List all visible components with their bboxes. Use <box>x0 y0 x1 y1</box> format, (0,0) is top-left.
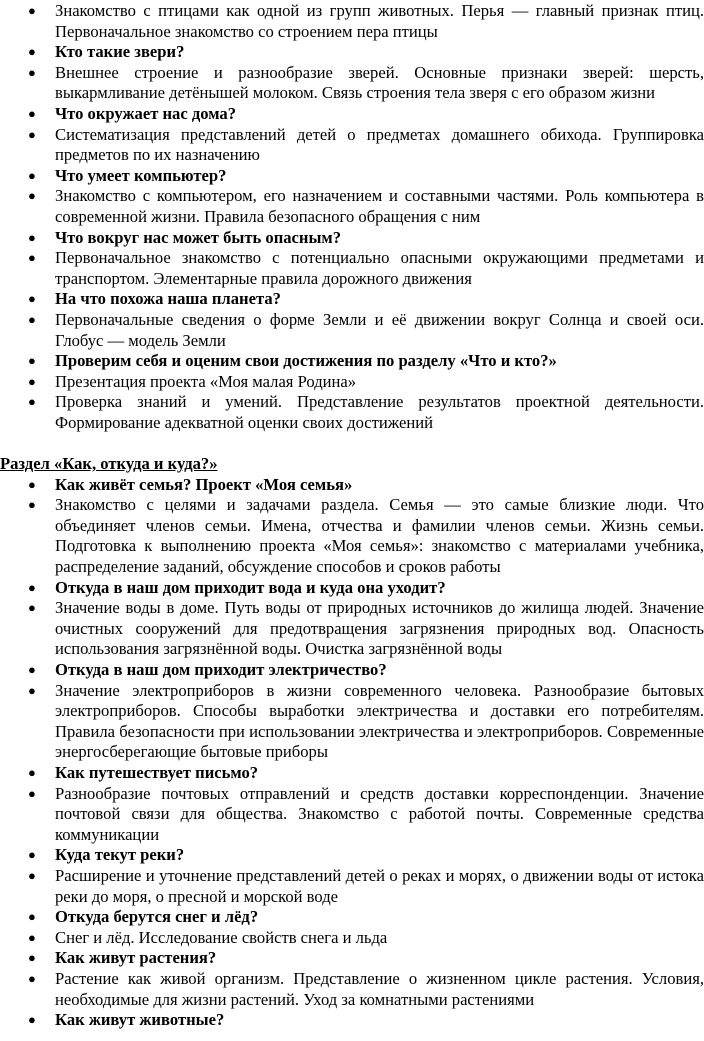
topic-heading-text: Куда текут реки? <box>55 845 185 865</box>
topic-heading-text: Что вокруг нас может быть опасным? <box>55 227 342 247</box>
topic-heading <box>0 948 704 969</box>
topic-description-text: Первоначальные сведения о форме Земли и её движении вокруг Солнца и своей оси. Глобус — модель Земли <box>55 309 704 350</box>
topic-heading-text: Откуда берутся снег и лёд? <box>55 907 259 927</box>
topic-description <box>0 186 704 227</box>
topic-description <box>0 598 704 660</box>
bullet-icon: ● <box>28 662 36 677</box>
topic-list-what-and-who <box>0 1 704 433</box>
topic-description-text: Проверка знаний и умений. Представление результатов проектной деятельности. Формирование адекватной оценки своих достижений <box>55 392 704 432</box>
topic-heading <box>0 578 704 599</box>
topic-list-how-where-from <box>0 475 704 1031</box>
topic-heading-text: Что окружает нас дома? <box>55 103 237 123</box>
topic-description <box>0 928 704 949</box>
topic-heading <box>0 42 704 63</box>
topic-heading <box>0 1010 704 1031</box>
topic-description-text: Систематизация представлений детей о предметах домашнего обихода. Группировка предметов по их назначению <box>55 124 704 165</box>
bullet-icon: ● <box>28 105 36 121</box>
topic-heading-text: Кто такие звери? <box>55 42 185 62</box>
topic-heading-text: Что умеет компьютер? <box>55 165 227 185</box>
bullet-icon: ● <box>28 682 36 698</box>
topic-heading-text: Проверим себя и оценим свои достижения по разделу «Что и кто?» <box>55 351 557 371</box>
topic-heading-text: Как живут растения? <box>55 948 217 968</box>
topic-description-text: Первоначальное знакомство с потенциально опасными окружающими предметами и транспортом. Элементарные правила дорожного движения <box>55 248 704 288</box>
topic-description <box>0 1 704 42</box>
bullet-icon: ● <box>28 476 36 492</box>
topic-heading <box>0 763 704 784</box>
topic-heading <box>0 845 704 866</box>
bullet-icon: ● <box>28 909 36 925</box>
topic-description <box>0 125 704 166</box>
topic-description-text: Знакомство с целями и задачами раздела. Семья — это самые близкие люди. Что объединяет членов семьи. Имена, отчества и фамилии членов семьи. Жизнь семьи. Подготовка к выполнению проекта «Моя семья»: знакомство с материалами учебника, распределение заданий, обсуждение способов и сроков работы <box>55 495 704 577</box>
bullet-icon: ● <box>28 497 36 513</box>
topic-heading-text: Откуда в наш дом приходит вода и куда она уходит? <box>55 577 446 597</box>
bullet-icon: ● <box>28 229 36 245</box>
topic-heading <box>0 660 704 681</box>
bullet-icon: ● <box>28 764 36 780</box>
topic-description-text: Расширение и уточнение представлений детей о реках и морях, о движении воды от истока реки до моря, о пресной и морской воде <box>55 865 704 906</box>
bullet-icon: ● <box>28 353 36 369</box>
bullet-icon: ● <box>28 188 36 204</box>
topic-description-text: Внешнее строение и разнообразие зверей. Основные признаки зверей: шерсть, выкармливание детёнышей молоком. Связь строения тела зверя с его образом жизни <box>55 62 704 103</box>
topic-description <box>0 969 704 1010</box>
bullet-icon: ● <box>28 311 36 327</box>
topic-description <box>0 495 704 577</box>
topic-heading-text: Откуда в наш дом приходит электричество? <box>55 660 387 679</box>
topic-description <box>0 784 704 846</box>
topic-heading <box>0 289 704 310</box>
topic-heading <box>0 351 704 372</box>
topic-heading-text: На что похожа наша планета? <box>55 289 281 309</box>
bullet-icon: ● <box>28 373 36 389</box>
bullet-icon: ● <box>28 847 36 863</box>
bullet-icon: ● <box>28 167 36 183</box>
bullet-icon: ● <box>28 250 36 266</box>
topic-heading <box>0 104 704 125</box>
topic-heading <box>0 228 704 249</box>
topic-description-text: Снег и лёд. Исследование свойств снега и льда <box>55 927 388 947</box>
bullet-icon: ● <box>28 950 36 966</box>
bullet-icon: ● <box>28 291 36 307</box>
topic-description <box>0 866 704 907</box>
topic-description-text: Растение как живой организм. Представление о жизненном цикле растения. Условия, необходимые для жизни растений. Уход за комнатными растениями <box>55 968 704 1009</box>
bullet-icon: ● <box>28 579 36 595</box>
topic-description-text: Презентация проекта «Моя малая Родина» <box>55 371 357 391</box>
topic-heading-text: Как живёт семья? Проект «Моя семья» <box>55 474 353 494</box>
bullet-icon: ● <box>28 970 36 986</box>
topic-description <box>0 248 704 289</box>
bullet-icon: ● <box>28 394 36 410</box>
section-title: Раздел «Как, откуда и куда?» <box>0 454 218 474</box>
topic-heading <box>0 166 704 187</box>
bullet-icon: ● <box>28 44 36 60</box>
topic-description-text: Разнообразие почтовых отправлений и средств доставки корреспонденции. Значение почтовой связи для общества. Знакомство с работой почты. Современные средства коммуникации <box>55 783 704 844</box>
topic-heading <box>0 475 704 496</box>
bullet-icon: ● <box>28 64 36 80</box>
bullet-icon: ● <box>28 1012 36 1028</box>
topic-heading-text: Как путешествует письмо? <box>55 762 259 782</box>
topic-description <box>0 63 704 104</box>
topic-description <box>0 310 704 351</box>
topic-description-text: Знакомство с птицами как одной из групп животных. Перья — главный признак птиц. Первоначальное знакомство со строением пера птицы <box>55 1 704 41</box>
bullet-icon: ● <box>28 867 36 883</box>
bullet-icon: ● <box>28 3 36 18</box>
bullet-icon: ● <box>28 600 36 616</box>
topic-heading-text: Как живут животные? <box>55 1010 225 1030</box>
topic-description-text: Значение воды в доме. Путь воды от природных источников до жилища людей. Значение очистных сооружений для предотвращения загрязнения природных вод. Опасность использования загрязнённой воды. Очистка загрязнённой воды <box>55 598 704 659</box>
topic-description <box>0 392 704 433</box>
bullet-icon: ● <box>28 929 36 945</box>
topic-description <box>0 681 704 763</box>
document-page <box>0 1 704 1031</box>
topic-description-text: Значение электроприборов в жизни современного человека. Разнообразие бытовых электроприборов. Способы выработки электричества и доставки его потребителям. Правила безопасности при использовании электричества и электроприборов. Современные энергосберегающие бытовые приборы <box>55 680 704 762</box>
topic-heading <box>0 907 704 928</box>
topic-description <box>0 372 704 393</box>
topic-description-text: Знакомство с компьютером, его назначением и составными частями. Роль компьютера в современной жизни. Правила безопасного обращения с ним <box>55 186 704 226</box>
bullet-icon: ● <box>28 126 36 142</box>
bullet-icon: ● <box>28 785 36 801</box>
